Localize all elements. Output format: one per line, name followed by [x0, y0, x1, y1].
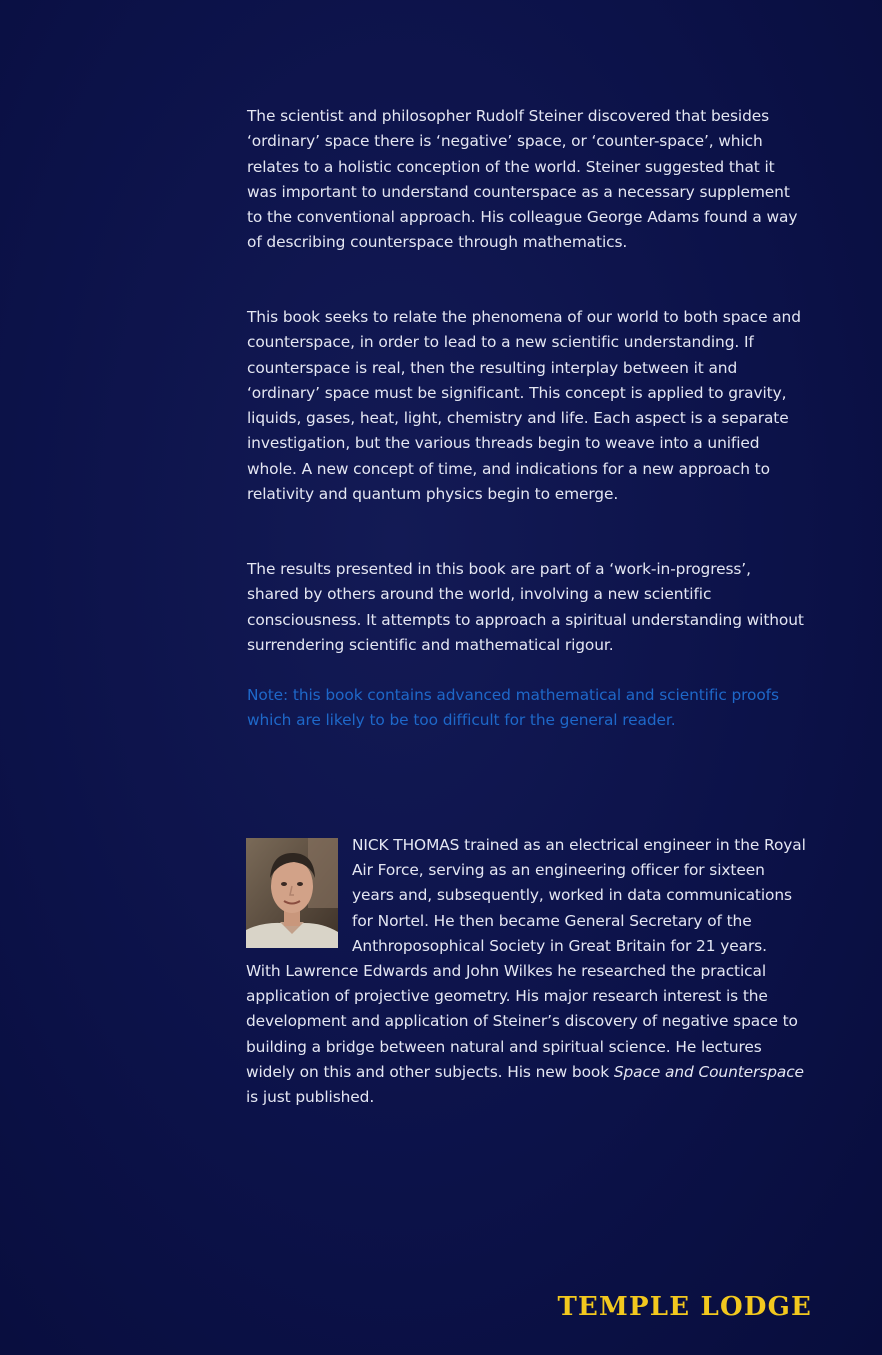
book-title: Space and Counterspace	[613, 1062, 804, 1081]
author-bio-part-2: is just published.	[246, 1088, 375, 1107]
reader-note-text: Note: this book contains advanced mathematical and scientific proofs which are likely to be too difficult for the general reader.	[247, 686, 779, 730]
author-bio-part-1: NICK THOMAS trained as an electrical engineer in the Royal Air Force, serving as an engineering officer for sixteen years and, subsequently, worked in data communications for Nortel. He then became General Secretary of the Anthroposophical Society in Great Britain for 21 years. With Lawrence Edwards and John Wilkes he researched the practical application of projective geometry. His major research interest is the development and application of Steiner’s discovery of negative space to building a bridge between natural and spiritual science. He lectures widely on this and other subjects. His new book	[246, 836, 806, 1081]
publisher-logo: TEMPLE LODGE	[557, 1292, 812, 1322]
blurb-paragraph-2	[247, 305, 807, 507]
blurb-paragraph-3-text: The results presented in this book are part of a ‘work-in-progress’, shared by others around the world, involving a new scientific consciousness. It attempts to approach a spiritual understanding without surrendering scientific and mathematical rigour.	[247, 560, 804, 654]
author-photo	[246, 838, 338, 948]
blurb-paragraph-2-text: This book seeks to relate the phenomena of our world to both space and counterspace, in order to lead to a new scientific understanding. If counterspace is real, then the resulting interplay between it and ‘ordinary’ space must be significant. This concept is applied to gravity, liquids, gases, heat, light, chemistry and life. Each aspect is a separate investigation, but the various threads begin to weave into a unified whole. A new concept of time, and indications for a new approach to relativity and quantum physics begin to emerge.	[247, 308, 801, 504]
author-bio	[246, 833, 806, 1110]
blurb-paragraph-1	[247, 104, 807, 256]
blurb-paragraph-1-text: The scientist and philosopher Rudolf Steiner discovered that besides ‘ordinary’ space there is ‘negative’ space, or ‘counter-space’, which relates to a holistic conception of the world. Steiner suggested that it was important to understand counterspace as a necessary supplement to the conventional approach. His colleague George Adams found a way of describing counterspace through mathematics.	[247, 107, 798, 252]
reader-note	[247, 683, 807, 734]
blurb-paragraph-3	[247, 557, 807, 658]
